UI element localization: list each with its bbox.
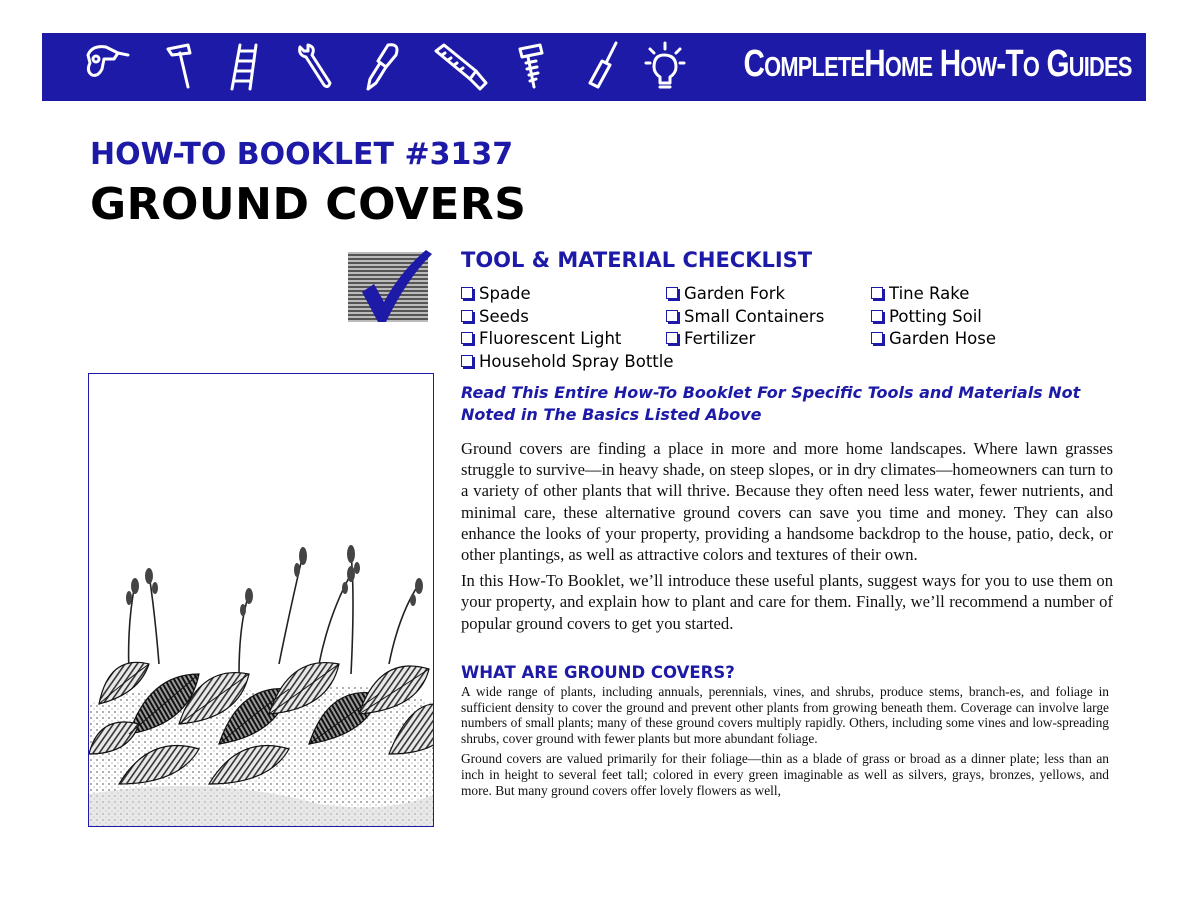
checklist-item: Tine Rake [871,283,1101,306]
checklist-item: Potting Soil [871,306,1101,329]
brand-logo: COMPLETEHOME HOW-TO GUIDES [743,43,1132,85]
wrench-icon [300,45,330,87]
checkbox-icon [666,310,678,322]
checklist-item: Fluorescent Light [461,328,666,351]
checkbox-icon [871,332,883,344]
checkbox-icon [461,332,473,344]
checklist-item: Seeds [461,306,666,329]
header-banner [42,33,1146,101]
checkbox-icon [871,287,883,299]
checkbox-icon [666,332,678,344]
hosta-illustration [88,373,434,827]
checklist-item: Garden Hose [871,328,1101,351]
checklist-item: Spade [461,283,666,306]
paintbrush-icon [368,45,397,89]
intro-paragraph-1: Ground covers are finding a place in more and more home landscapes. Where lawn grasses struggle to survive—in heavy shade, on steep slopes, or in dry climates—homeowners can turn to a variety of other plants that will thrive. Because they often need less water, fewer nutrients, and minimal care, these alternative ground covers can save you time and money. They can also enhance the looks of your property, providing a handsome backdrop to the house, patio, deck, or other plantings, as well as attractive colors and textures of their own. [461,439,1113,565]
checkbox-icon [461,287,473,299]
page-title: GROUND COVERS [90,179,527,230]
screw-icon [520,45,542,87]
checkbox-icon [461,310,473,322]
section-text [461,684,1109,803]
section-paragraph-1: A wide range of plants, including annuals, perennials, vines, and shrubs, produce stems, branch-es, and foliage in sufficient density to cover the ground and prevent other plants from growing beneath them. Coverage can involve large numbers of small plants; many of these ground covers multiply rapidly. Others, including some vines and low-spreading shrubs, cover ground with fewer plants but more abundant foliage. [461,684,1109,746]
ladder-icon [232,45,256,89]
hosta-plants-icon [89,374,434,827]
checklist-heading: TOOL & MATERIAL CHECKLIST [461,248,813,272]
checkbox-icon [666,287,678,299]
checklist-note: Read This Entire How-To Booklet For Specific Tools and Materials Not Noted in The Basics Listed Above [461,383,1081,424]
intro-paragraph-2: In this How-To Booklet, we’ll introduce these useful plants, suggest ways for you to use them on your property, and explain how to plant and care for them. Finally, we’ll recommend a number of popular ground covers to get you started. [461,571,1113,633]
intro-text [461,438,1113,639]
checkbox-icon [461,355,473,367]
saw-icon [436,45,486,89]
checklist-item: Garden Fork [666,283,871,306]
hammer-icon [168,45,190,87]
section-paragraph-2: Ground covers are valued primarily for their foliage—thin as a blade of grass or broad as a dinner plate; less than an inch in height to several feet tall; colored in every green imaginable as well as silvers, grays, bronzes, yellows, and more. But many ground covers offer lovely flowers as well, [461,751,1109,798]
checklist-item: Small Containers [666,306,871,329]
checklist [461,283,1121,373]
checklist-item: Household Spray Bottle [461,351,666,374]
drill-icon [88,47,128,76]
section-heading: WHAT ARE GROUND COVERS? [461,663,735,682]
tool-icons-row [84,41,734,93]
lightbulb-icon [646,43,684,87]
checkmark-icon [348,250,432,324]
screwdriver-icon [590,43,616,87]
booklet-number: HOW-TO BOOKLET #3137 [90,137,514,172]
checklist-item: Fertilizer [666,328,871,351]
checkbox-icon [871,310,883,322]
